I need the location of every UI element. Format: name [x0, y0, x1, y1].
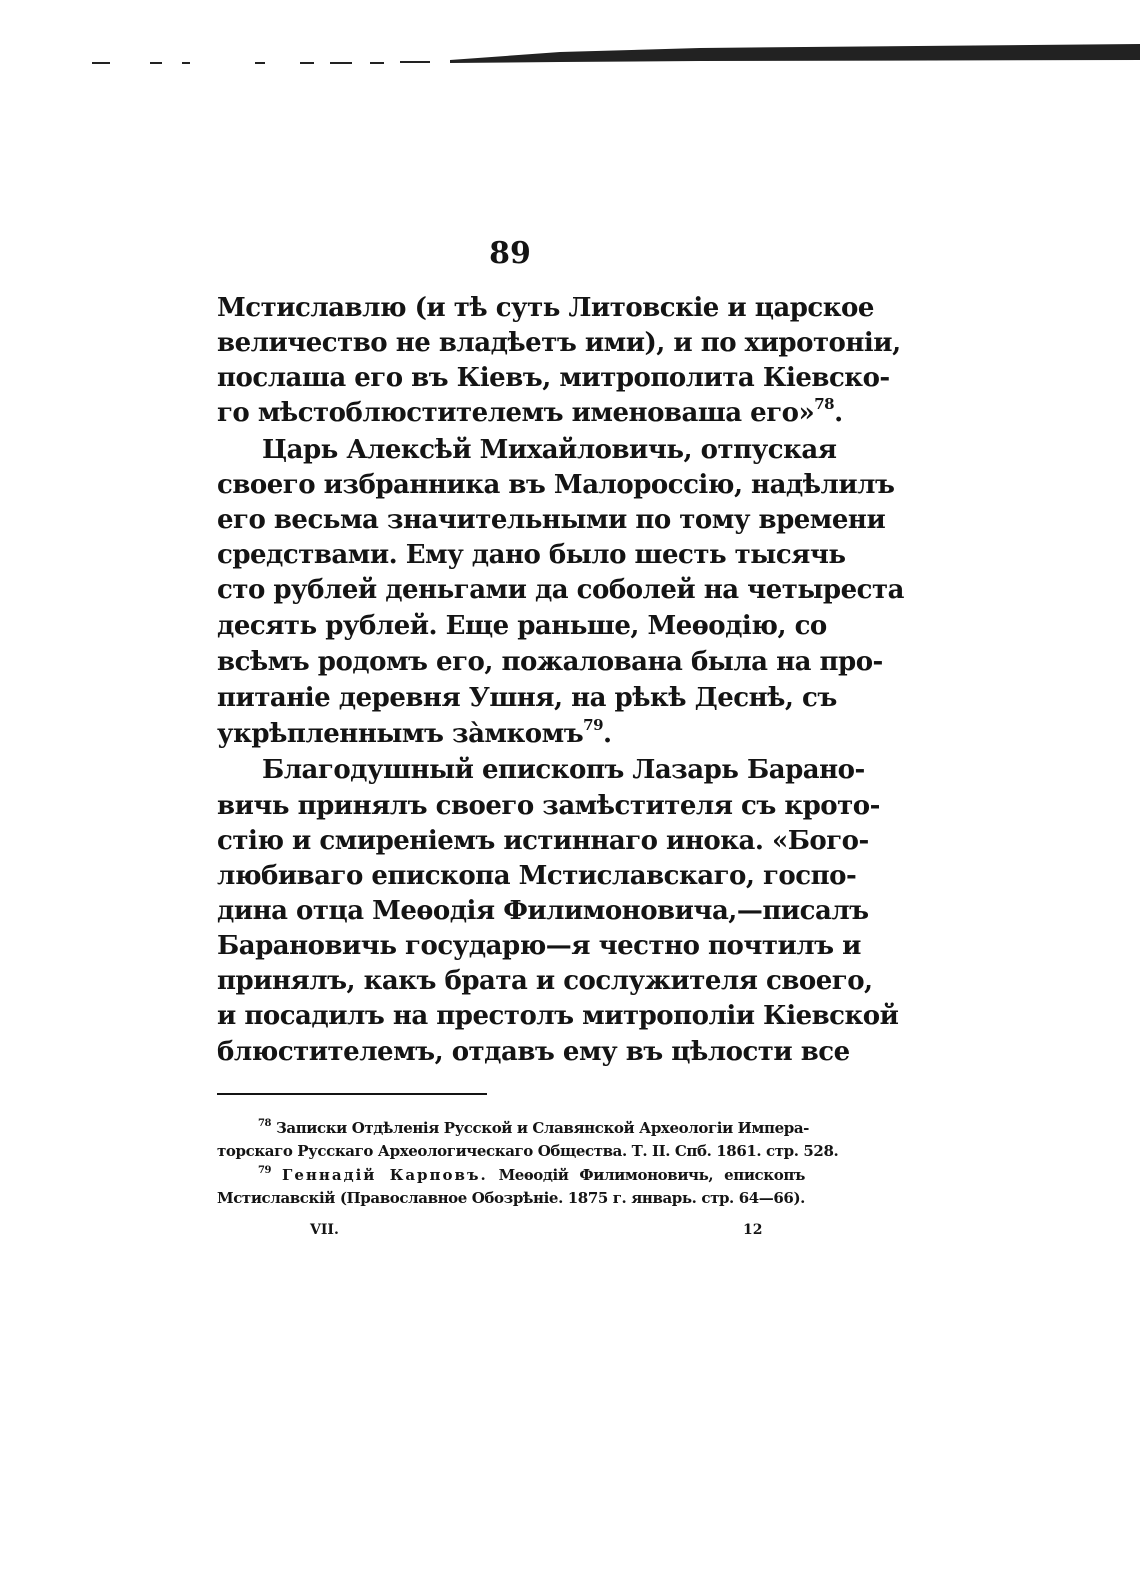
footnote-ref-78: 78	[814, 395, 835, 413]
text-line: вичь принялъ своего замѣстителя съ крото-	[217, 791, 880, 821]
footnote-79-cont: Мстиславскій (Православное Обозрѣніе. 1875 г. январь. стр. 64—66).	[217, 1189, 805, 1207]
footnote-divider	[217, 1093, 487, 1095]
text-line: дина отца Меѳодія Филимоновича,—писалъ	[217, 896, 869, 926]
text-line: всѣмъ родомъ его, пожалована была на про-	[217, 647, 883, 677]
text-line: стію и смиреніемъ истиннаго инока. «Бого-	[217, 826, 869, 856]
footnote-ref-79: 79	[583, 716, 604, 734]
text-line: Мстиславлю (и тѣ суть Литовскіе и царское	[217, 293, 874, 323]
footnote-author: Геннадій Карповъ.	[282, 1166, 488, 1184]
text-line: Барановичь государю—я честно почтилъ и	[217, 931, 861, 961]
printer-signature-volume: VII.	[310, 1222, 339, 1238]
text-line: питаніе деревня Ушня, на рѣкѣ Деснѣ, съ	[217, 683, 837, 713]
text-line: десять рублей. Еще раньше, Меѳодію, со	[217, 611, 827, 641]
text-line-content: го мѣстоблюстителемъ именоваша его»	[217, 398, 815, 428]
text-line: и посадилъ на престолъ митрополіи Кіевской	[217, 1001, 899, 1031]
text-line: величество не владѣетъ ими), и по хиротоніи,	[217, 328, 901, 358]
printer-signature-sheet: 12	[743, 1222, 763, 1238]
page-number: 89	[489, 236, 531, 271]
footnote-mark: 78	[258, 1118, 272, 1129]
text-line: го мѣстоблюстителемъ именоваша его»$^{78}$.	[217, 395, 843, 428]
text-line: его весьма значительными по тому времени	[217, 505, 886, 535]
text-line: блюстителемъ, отдавъ ему въ цѣлости все	[217, 1037, 850, 1067]
text-line: укрѣпленнымъ за̀мкомъ$^{79}$.	[217, 716, 612, 749]
text-line: любиваго епископа Мстиславскаго, госпо-	[217, 861, 857, 891]
text-line: своего избранника въ Малороссію, надѣлилъ	[217, 470, 895, 500]
footnote-78	[258, 1117, 810, 1139]
text-line: послаша его въ Кіевъ, митрополита Кіевско-	[217, 363, 890, 393]
footnote-text: Меѳодій Филимоновичь, епископъ	[498, 1166, 806, 1184]
text-line: принялъ, какъ брата и сослужителя своего,	[217, 966, 873, 996]
text-line: средствами. Ему дано было шесть тысячь	[217, 540, 846, 570]
footnote-mark: 79	[258, 1165, 272, 1176]
text-line: сто рублей деньгами да соболей на четыреста	[217, 575, 904, 605]
text-line-content: укрѣпленнымъ за̀мкомъ	[217, 719, 584, 749]
footnote-79	[258, 1164, 805, 1186]
footnote-text: Записки Отдѣленія Русской и Славянской Археологіи Импера-	[275, 1119, 810, 1137]
text-line: Благодушный епископъ Лазарь Барано-	[262, 755, 865, 785]
text-line: Царь Алексѣй Михайловичь, отпуская	[262, 435, 837, 465]
footnote-78-cont: торскаго Русскаго Археологическаго Общества. Т. II. Спб. 1861. стр. 528.	[217, 1142, 839, 1160]
scan-edge-artifact	[0, 40, 1140, 70]
